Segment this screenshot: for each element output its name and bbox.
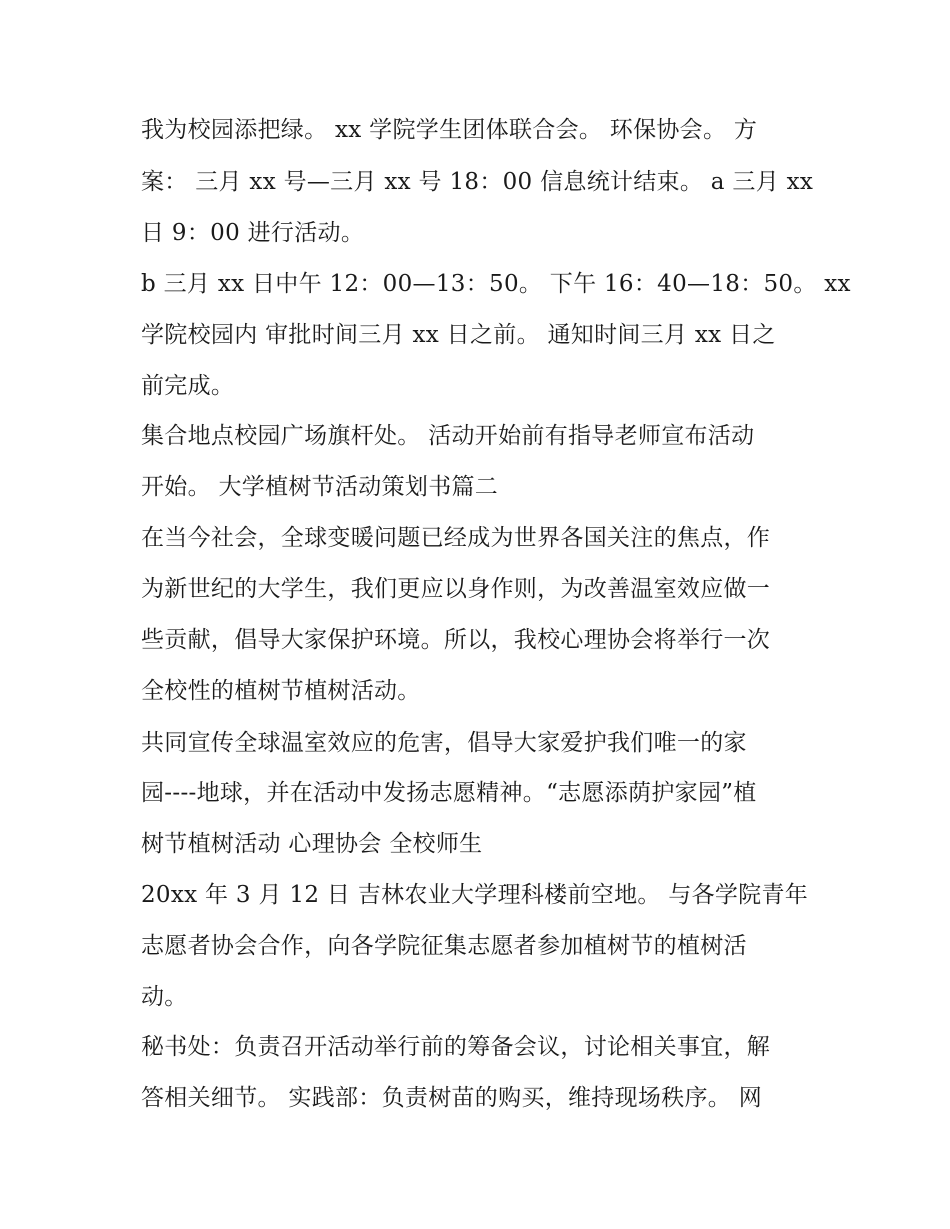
text-line: 动。 — [141, 984, 188, 1010]
text-line: 为新世纪的大学生，我们更应以身作则，为改善温室效应做一 — [141, 576, 771, 602]
text-line: 开始。 大学植树节活动策划书篇二 — [141, 474, 499, 500]
text-line: 秘书处：负责召开活动举行前的筹备会议，讨论相关事宜，解 — [141, 1034, 771, 1060]
text-line: 志愿者协会合作，向各学院征集志愿者参加植树节的植树活 — [141, 933, 747, 959]
text-line: 日 9：00 进行活动。 — [141, 220, 365, 246]
text-line: 园----地球，并在活动中发扬志愿精神。“志愿添荫护家园”植 — [141, 780, 757, 806]
text-line: b 三月 xx 日中午 12：00—13：50。 下午 16：40—18：50。 xx — [141, 271, 851, 297]
text-line: 集合地点校园广场旗杆处。 活动开始前有指导老师宣布活动 — [141, 423, 755, 449]
text-line: 学院校园内 审批时间三月 xx 日之前。 通知时间三月 xx 日之 — [141, 322, 776, 348]
text-line: 我为校园添把绿。 xx 学院学生团体联合会。 环保协会。 方 — [141, 117, 758, 143]
text-line: 些贡献，倡导大家保护环境。所以，我校心理协会将举行一次 — [141, 627, 771, 653]
text-line: 全校性的植树节植树活动。 — [141, 678, 421, 704]
text-line: 前完成。 — [141, 373, 235, 399]
text-line: 在当今社会，全球变暖问题已经成为世界各国关注的焦点，作 — [141, 525, 771, 551]
text-line: 20xx 年 3 月 12 日 吉林农业大学理科楼前空地。 与各学院青年 — [141, 882, 809, 908]
text-line: 树节植树活动 心理协会 全校师生 — [141, 831, 483, 857]
text-line: 共同宣传全球温室效应的危害，倡导大家爱护我们唯一的家 — [141, 730, 747, 756]
text-line: 案： 三月 xx 号—三月 xx 号 18：00 信息统计结束。 a 三月 xx — [141, 169, 814, 195]
text-line: 答相关细节。 实践部：负责树苗的购买，维持现场秩序。 网 — [141, 1085, 763, 1111]
